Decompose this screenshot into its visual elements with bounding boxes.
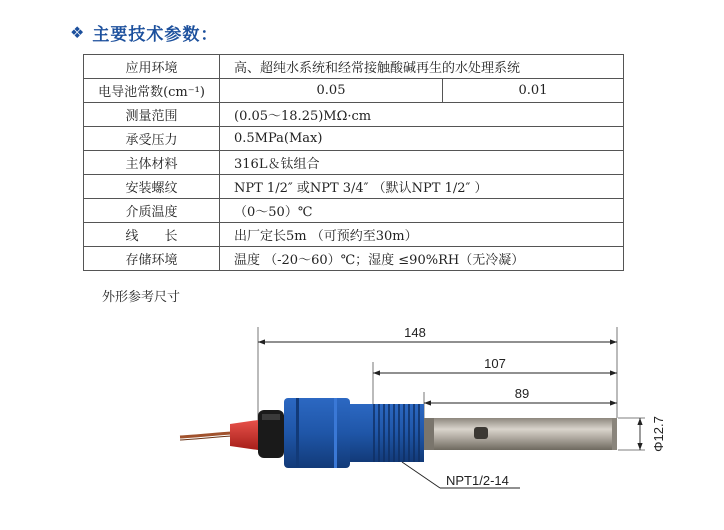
- row-value: （0～50）℃: [220, 199, 624, 223]
- steel-probe: [424, 418, 617, 450]
- probe-vent-hole: [474, 427, 488, 439]
- dimension-89-label: 89: [514, 386, 530, 401]
- row-label: 存储环境: [84, 247, 220, 271]
- blue-thread: [350, 404, 424, 462]
- table-row: [84, 151, 624, 175]
- row-value: 温度 （-20～60）℃；湿度 ≤90%RH（无冷凝）: [220, 247, 624, 271]
- row-label: 承受压力: [84, 127, 220, 151]
- table-row: [84, 199, 624, 223]
- row-value: 出厂定长5m （可预约至30m）: [220, 223, 624, 247]
- table-row: [84, 223, 624, 247]
- sensor-dimension-drawing: [0, 310, 724, 530]
- row-label: 介质温度: [84, 199, 220, 223]
- table-row: [84, 103, 624, 127]
- row-value: NPT 1/2″ 或NPT 3/4″ （默认NPT 1/2″ ）: [220, 175, 624, 199]
- red-cap: [230, 420, 258, 450]
- row-label: 电导池常数(cm⁻¹): [84, 79, 220, 103]
- row-label: 安装螺纹: [84, 175, 220, 199]
- spec-table: [83, 54, 624, 271]
- table-row: [84, 175, 624, 199]
- dimension-107-label: 107: [484, 356, 506, 371]
- row-label: 主体材料: [84, 151, 220, 175]
- table-row: [84, 55, 624, 79]
- table-row: [84, 127, 624, 151]
- thread-callout: [402, 462, 520, 488]
- row-value: (0.05～18.25)MΩ·cm: [220, 103, 624, 127]
- row-label: 测量范围: [84, 103, 220, 127]
- dimension-148: [258, 325, 617, 342]
- dimension-diameter: [640, 416, 666, 452]
- dimension-note: 外形参考尺寸: [102, 290, 181, 305]
- dimension-89: [424, 386, 617, 403]
- thread-label: NPT1/2-14: [446, 473, 509, 488]
- table-row: [84, 79, 624, 103]
- row-value: 316L＆钛组合: [220, 151, 624, 175]
- diamond-bullet-icon: ❖: [70, 22, 85, 42]
- row-label: 应用环境: [84, 55, 220, 79]
- dimension-148-label: 148: [404, 325, 426, 340]
- row-value: 0.5MPa(Max): [220, 127, 624, 151]
- section-title: 主要技术参数：: [92, 24, 219, 45]
- section-heading: [70, 20, 218, 44]
- table-row: [84, 247, 624, 271]
- row-value: 0.01: [443, 79, 624, 103]
- row-value: 0.05: [220, 79, 443, 103]
- row-value: 高、超纯水系统和经常接触酸碱再生的水处理系统: [220, 55, 624, 79]
- diameter-label: Φ12.7: [651, 416, 666, 452]
- dimension-107: [373, 356, 617, 373]
- row-label: 线 长: [84, 223, 220, 247]
- blue-hex-body: [284, 398, 350, 468]
